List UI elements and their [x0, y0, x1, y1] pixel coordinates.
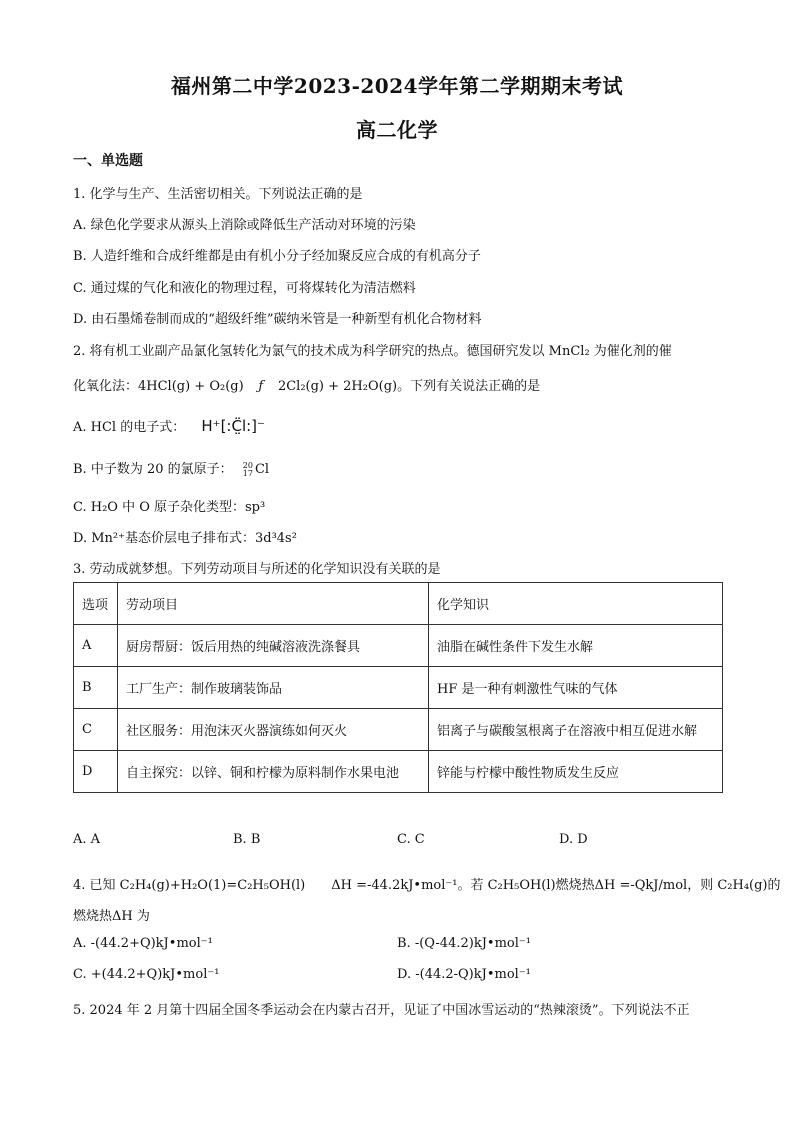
table-cell: C: [74, 709, 118, 751]
q2-option-b-label: B. 中子数为 20 的氯原子：: [73, 462, 233, 477]
table-header-cell: 劳动项目: [118, 583, 429, 625]
table-header-cell: 选项: [74, 583, 118, 625]
q4-option-b: B. -(Q-44.2)kJ•mol⁻¹: [397, 936, 531, 951]
electron-formula: H⁺[:C̤̈l:]⁻: [201, 417, 265, 435]
q2-option-a: [73, 416, 265, 435]
table-cell: 锌能与柠檬中酸性物质发生反应: [429, 751, 723, 793]
table-row: [74, 667, 723, 709]
table-cell: B: [74, 667, 118, 709]
q1-option-b: B. 人造纤维和合成纤维都是由有机小分子经加聚反应合成的有机高分子: [73, 249, 481, 264]
isotope-notation: [243, 462, 253, 478]
section-heading: 一、单选题: [73, 153, 143, 169]
table-cell: D: [74, 751, 118, 793]
table-cell: 自主探究：以锌、铜和柠檬为原料制作水果电池: [118, 751, 429, 793]
q1-option-d: D. 由石墨烯卷制而成的“超级纤维”碳纳米管是一种新型有机化合物材料: [73, 312, 482, 327]
table-header-row: [74, 583, 723, 625]
q2-option-d: D. Mn²⁺基态价层电子排布式：3d³4s²: [73, 531, 297, 546]
q1-option-c: C. 通过煤的气化和液化的物理过程，可将煤转化为清洁燃料: [73, 281, 416, 296]
q5-stem: 5. 2024 年 2 月第十四届全国冬季运动会在内蒙古召开，见证了中国冰雪运动的“热辣滚烫”。下列说法不正: [73, 1003, 690, 1018]
element-symbol: Cl: [254, 462, 270, 477]
equilibrium-arrow-icon: ƒ: [258, 379, 264, 394]
table-row: [74, 751, 723, 793]
q3-option-c: C. C: [397, 832, 425, 847]
table-cell: 社区服务：用泡沫灭火器演练如何灭火: [118, 709, 429, 751]
q2-stem-line2: [73, 375, 540, 394]
table-cell: 油脂在碱性条件下发生水解: [429, 625, 723, 667]
table-cell: A: [74, 625, 118, 667]
q3-stem: 3. 劳动成就梦想。下列劳动项目与所述的化学知识没有关联的是: [73, 562, 441, 577]
table-header-cell: 化学知识: [429, 583, 723, 625]
q3-option-a: A. A: [73, 832, 101, 847]
q2-option-b: [73, 458, 269, 478]
q2-equation-right: 2Cl₂(g) + 2H₂O(g)。下列有关说法正确的是: [277, 379, 541, 394]
q2-option-c: C. H₂O 中 O 原子杂化类型：sp³: [73, 500, 266, 515]
q4-stem-line2: 燃烧热ΔH 为: [73, 909, 150, 924]
q3-option-d: D. D: [559, 832, 588, 847]
q2-equation-left: 化氧化法：4HCl(g) + O₂(g): [73, 379, 244, 394]
q3-table: [73, 582, 723, 793]
table-cell: 铝离子与碳酸氢根离子在溶液中相互促进水解: [429, 709, 723, 751]
q3-option-b: B. B: [233, 832, 261, 847]
q4-option-c: C. +(44.2+Q)kJ•mol⁻¹: [73, 967, 220, 982]
exam-title: 福州第二中学2023-2024学年第二学期期末考试: [170, 74, 624, 98]
q1-option-a: A. 绿色化学要求从源头上消除或降低生产活动对环境的污染: [73, 218, 416, 233]
table-cell: 工厂生产：制作玻璃装饰品: [118, 667, 429, 709]
table-row: [74, 625, 723, 667]
q2-stem-line1: 2. 将有机工业副产品氯化氢转化为氯气的技术成为科学研究的热点。德国研究发以 MnCl₂ 为催化剂的催: [73, 344, 672, 359]
table-cell: 厨房帮厨：饭后用热的纯碱溶液洗涤餐具: [118, 625, 429, 667]
q4-option-d: D. -(44.2-Q)kJ•mol⁻¹: [397, 967, 531, 982]
atomic-number: 17: [242, 468, 253, 478]
exam-subject: 高二化学: [356, 118, 438, 142]
q4-option-a: A. -(44.2+Q)kJ•mol⁻¹: [73, 936, 213, 951]
q2-option-a-label: A. HCl 的电子式：: [73, 420, 186, 435]
table-row: [74, 709, 723, 751]
table-cell: HF 是一种有刺激性气味的气体: [429, 667, 723, 709]
mass-number: 20: [242, 460, 253, 470]
q4-stem-line1: 4. 已知 C₂H₄(g)+H₂O(1)=C₂H₅OH(l) ΔH =-44.2kJ•mol⁻¹。若 C₂H₅OH(l)燃烧热ΔH =-QkJ/mol，则 C₂H₄(g)的: [73, 878, 781, 893]
q1-stem: 1. 化学与生产、生活密切相关。下列说法正确的是: [73, 187, 363, 202]
